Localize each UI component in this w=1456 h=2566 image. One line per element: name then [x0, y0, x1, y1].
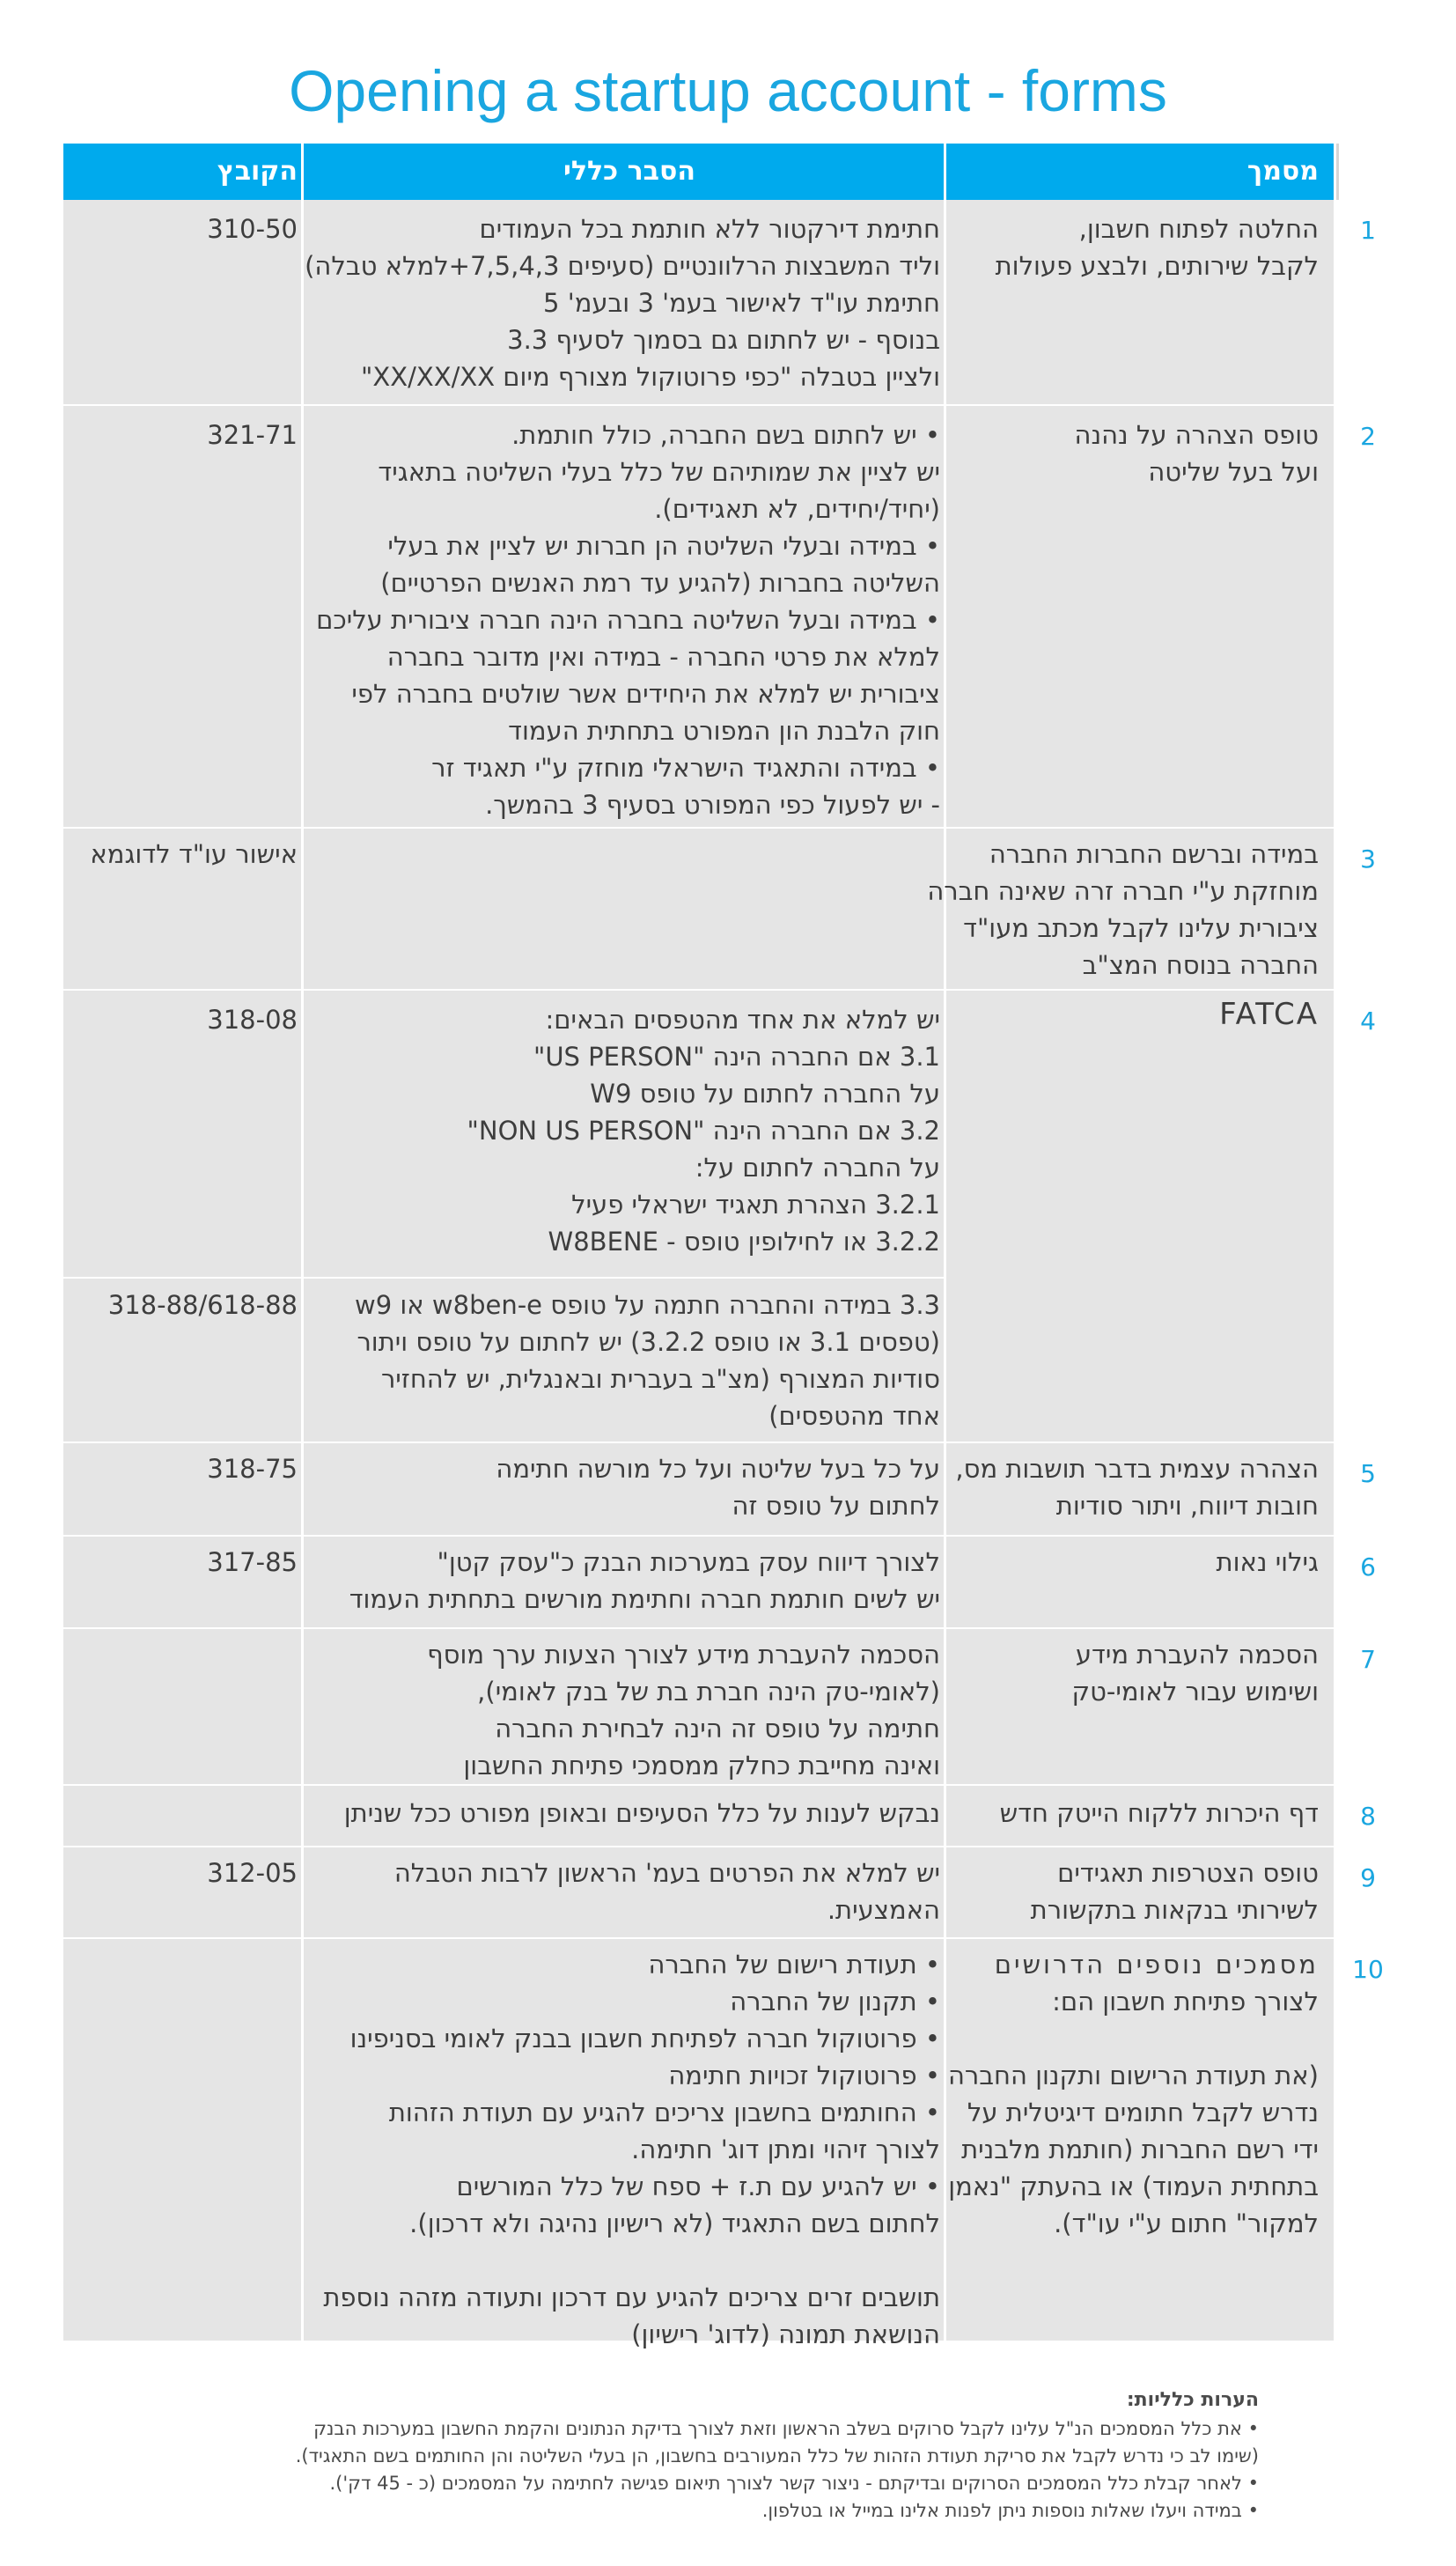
row-number: 3 [1360, 844, 1376, 874]
general-notes [132, 2386, 1259, 2525]
note-line: • את כלל המסמכים הנ"ל עלינו לקבל סרוקים בשלב הראשון וזאת לצורך בדיקת הנתונים והקמת החשבון במערכות הבנק [313, 2418, 1259, 2439]
table-row [63, 200, 1400, 404]
file-cell: 318-75 [207, 1454, 298, 1484]
note-line: • לאחר קבלת כלל המסמכים הסרוקים ובדיקתם - ניצור קשר לצורך תיאום פגישה לחתימה על המסמכים (כ - 45 דק'). [329, 2473, 1259, 2494]
file-cell: 317-85 [207, 1547, 298, 1577]
file-cell: 321-71 [207, 420, 298, 450]
table-row [63, 829, 1400, 989]
explain-cell: • יש לחתום בשם החברה, כולל חותמת. יש לציין את שמותיהם של כלל בעלי השליטה בתאגיד (יחיד/יחידים, לא תאגידים). • במידה ובעלי השליטה הן חברות יש לציין את בעלי השליטה בחברות (להגיע עד רמת האנשים הפרטיים) • במידה ובעל השליטה בחברה הינה חברה ציבורית עליכם למלא את פרטי החברה - במידה ואין מדובר בחברה ציבורית יש למלא את היחידים אשר שולטים בחברה לפי חוק הלבנת הון המפורט בתחתית העמוד • במידה והתאגיד הישראלי מוחזק ע"י תאגיד זר - יש לפעול כפי המפורט בסעיף 3 בהמשך. [316, 420, 940, 820]
row-number: 8 [1360, 1802, 1376, 1831]
doc-cell: במידה וברשם החברות החברה מוחזקת ע"י חברה זרה שאינה חברה ציבורית עלינו לקבל מכתב מעו"ד החברה בנוסח המצ"ב [927, 839, 1319, 980]
file-cell: 318-08 [207, 1005, 298, 1035]
notes-title: הערות כלליות: [1126, 2389, 1259, 2411]
row-number: 9 [1360, 1863, 1376, 1892]
note-line: • במידה ויעלו שאלות נוספות ניתן לפנות אלינו במייל או בטלפון. [761, 2500, 1259, 2521]
row-number: 2 [1360, 422, 1376, 451]
table-row [63, 1847, 1400, 1937]
explain-cell: לצורך דיווח עסק במערכות הבנק כ"עסק קטן" יש לשים חותמת חברה וחתימת מורשים בתחתית העמוד [349, 1547, 940, 1614]
table-row [63, 1443, 1400, 1535]
row-number: 6 [1360, 1552, 1376, 1582]
table-row [63, 991, 1400, 1442]
explain-cell: חתימת דירקטור ללא חותמת בכל העמודים וליד המשבצות הרלוונטיים (סעיפים 7,5,4,3+למלא טבלה) חתימת עו"ד לאישור בעמ' 3 ובעמ' 5 בנוסף - יש לחתום גם בסמוך לסעיף 3.3 ולציין בטבלה "כפי פרוטוקול מצורף מיום XX/XX/XX" [305, 214, 940, 392]
row-number: 1 [1360, 216, 1376, 245]
row-number: 7 [1360, 1645, 1376, 1674]
explain-cell: יש למלא את הפרטים בעמ' הראשון לרבות הטבלה האמצעית. [393, 1858, 940, 1925]
explain-cell: נבקש לענות על כלל הסעיפים ובאופן מפורט ככל שניתן [343, 1798, 940, 1828]
doc-cell: גילוי נאות [1216, 1547, 1319, 1577]
header-explain: הסבר כללי [563, 156, 695, 187]
doc-cell: דף היכרות ללקוח הייטק חדש [999, 1798, 1319, 1828]
table-row [63, 406, 1400, 827]
table-row [63, 1939, 1400, 2349]
header-doc: מסמך [1246, 156, 1319, 187]
file-cell: 312-05 [207, 1858, 298, 1888]
header-number-cell [1336, 144, 1400, 200]
table-header [63, 144, 1336, 200]
doc-cell: מסמכים נוספים הדרושים לצורך פתיחת חשבון הם: (את תעודת הרישום ותקנון החברה נדרש לקבל חתומים דיגיטלית על ידי רשם החברות (חותמת מלבנית בתחתית העמוד) או בהעתק "נאמן למקור" חתום ע"י עו"ד). [947, 1950, 1319, 2238]
explain-cell: על כל בעל שליטה ועל כל מורשה חתימה לחתום על טופס זה [496, 1454, 940, 1521]
doc-cell: טופס הצהרה על נהנה ועל בעל שליטה [1074, 420, 1319, 487]
doc-cell: טופס הצטרפות תאגידים לשירותי בנקאות בתקשורת [1030, 1858, 1319, 1925]
doc-cell: הצהרה עצמית בדבר תושבות מס, חובות דיווח, ויתור סודיות [955, 1454, 1319, 1521]
explain-cell: • תעודת רישום של החברה • תקנון של החברה • פרוטוקול חברה לפתיחת חשבון בבנק לאומי בסניפינו • פרוטוקול זכויות חתימה • החותמים בחשבון צריכים להגיע עם תעודת הזהות לצורך זיהוי ומתן דוג' חתימה. • יש להגיע עם ת.ז + ספח של כלל המורשים לחתום בשם התאגיד (לא רישיון נהיגה ולא דרכון). תושבים זרים צריכים להגיע עם דרכון ותעודה מזהה נוספת הנושאת תמונה (לדוג' רישיון) [323, 1950, 940, 2349]
note-line: (שימו לב כי נדרש לקבל את סריקת תעודת הזהות של כלל המעורבים בחשבון, הן בעלי השליטה והן החותמים בשם התאגיד). [295, 2445, 1259, 2466]
table-row [63, 1786, 1400, 1846]
explain-cell: יש למלא את אחד מהטפסים הבאים: 3.1 אם החברה הינה "US PERSON" על החברה לחתום על טופס W9 3.2 אם החברה הינה "NON US PERSON" על החברה לחתום על: 3.2.1 הצהרת תאגיד ישראלי פעיל 3.2.2 או לחילופין טופס - W8BENE [467, 1005, 940, 1257]
doc-cell: FATCA [1219, 997, 1319, 1032]
table-row [63, 1629, 1400, 1784]
header-file: הקובץ [217, 156, 298, 187]
table-row [63, 1537, 1400, 1627]
explain-cell: הסכמה להעברת מידע לצורך הצעות ערך מוסף (לאומי-טק הינה חברת בת של בנק לאומי), חתימה על טופס זה הינה לבחירת החברה ואינה מחייבת כחלק ממסמכי פתיחת החשבון [427, 1640, 940, 1781]
row-number: 10 [1352, 1955, 1384, 1984]
file-cell: 310-50 [207, 214, 298, 244]
doc-cell: החלטה לפתוח חשבון, לקבל שירותים, ולבצע פעולות [995, 214, 1319, 281]
row-number: 5 [1360, 1459, 1376, 1488]
page-title: Opening a startup account - forms [289, 58, 1167, 123]
file-cell: אישור עו"ד לדוגמא [90, 839, 298, 869]
file-cell-sub: 318-88/618-88 [107, 1290, 298, 1320]
forms-table [63, 144, 1400, 2349]
doc-cell: הסכמה להעברת מידע ושימוש עבור לאומי-טק [1071, 1640, 1319, 1707]
explain-cell-sub: 3.3 במידה והחברה חתמה על טופס w8ben-e או w9 (טפסים 3.1 או טופס 3.2.2) יש לחתום על טופס ויתור סודיות המצורף (מצ"ב בעברית ובאנגלית, יש להחזיר אחד מהטפסים) [355, 1290, 940, 1431]
row-number: 4 [1360, 1006, 1376, 1036]
